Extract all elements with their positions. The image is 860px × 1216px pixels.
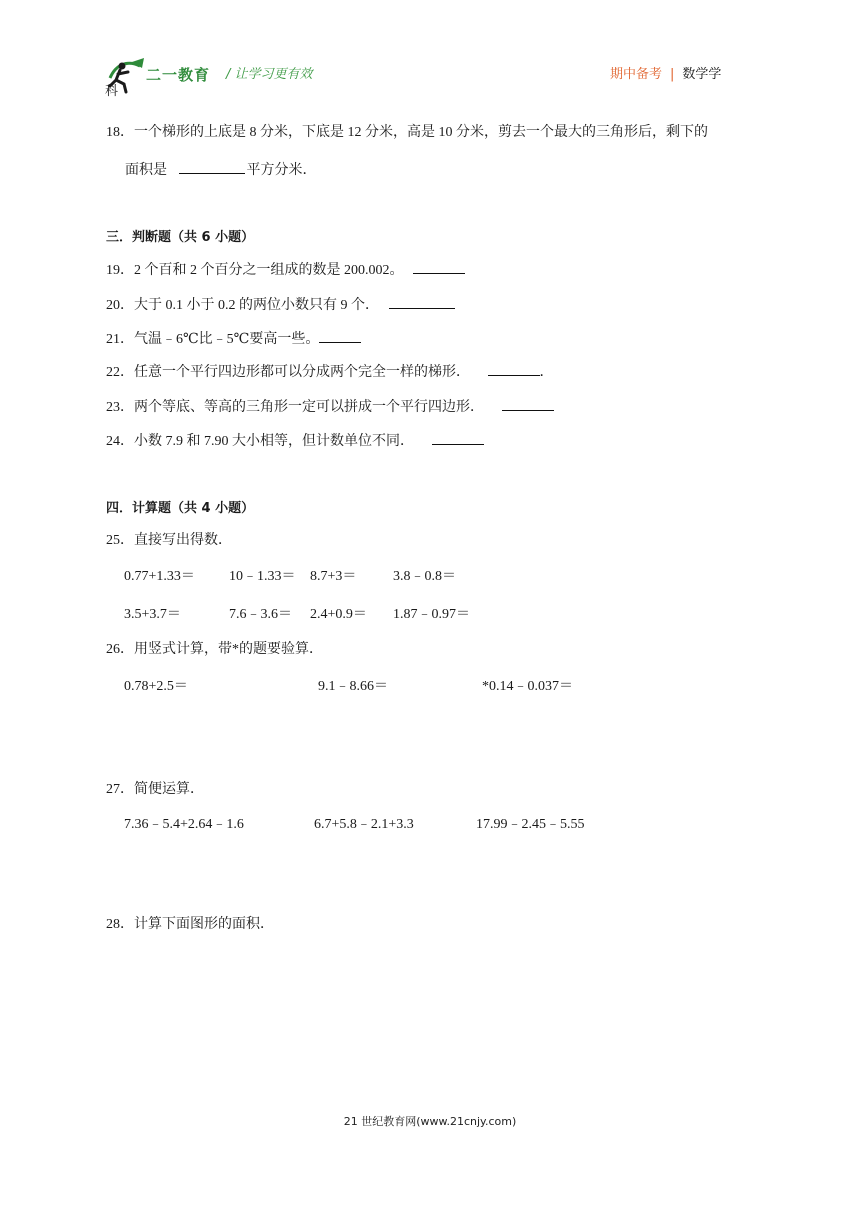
question-text: 22．任意一个平行四边形都可以分成两个完全一样的梯形． [106, 365, 470, 380]
question-text: 19．2 个百和 2 个百分之一组成的数是 200.002。 [106, 263, 404, 278]
question-25-title: 25．直接写出得数． [106, 533, 232, 548]
question-18-text-b: 平方分米． [246, 163, 317, 178]
section-4-heading: 四．计算题（共 4 小题） [106, 501, 255, 516]
calc-item: 3.8﹣0.8＝ [393, 569, 456, 584]
stray-character: 科 [105, 83, 119, 98]
answer-blank[interactable] [319, 328, 361, 343]
answer-blank[interactable] [389, 294, 455, 309]
simplify-item: 6.7+5.8﹣2.1+3.3 [314, 817, 414, 832]
question-text: 20．大于 0.1 小于 0.2 的两位小数只有 9 个． [106, 298, 379, 313]
judge-question-23 [106, 396, 554, 418]
footer-source: 21 世纪教育网(www.21cnjy.com) [343, 1115, 517, 1128]
question-18-line1: 18．一个梯形的上底是 8 分米，下底是 12 分米，高是 10 分米，剪去一个最大的三角形后，剩下的 [106, 125, 708, 140]
slogan: / 让学习更有效 [226, 67, 313, 82]
vertical-calc-item: *0.14﹣0.037＝ [482, 679, 573, 694]
answer-blank[interactable] [432, 430, 484, 445]
logo-text: 二一教育 [146, 66, 211, 84]
answer-blank[interactable] [179, 159, 245, 174]
calc-item: 7.6﹣3.6＝ [229, 607, 292, 622]
calc-item: 2.4+0.9＝ [310, 607, 367, 622]
question-text: 21．气温﹣6℃比﹣5℃要高一些。 [106, 332, 320, 347]
question-28-title: 28．计算下面图形的面积． [106, 917, 274, 932]
section-3-heading: 三．判断题（共 6 小题） [106, 230, 255, 245]
calc-item: 3.5+3.7＝ [124, 607, 181, 622]
question-18-line2 [125, 159, 317, 181]
calc-item: 1.87﹣0.97＝ [393, 607, 470, 622]
calc-item: 8.7+3＝ [310, 569, 357, 584]
answer-blank[interactable] [413, 259, 465, 274]
calc-item: 10﹣1.33＝ [229, 569, 296, 584]
question-text: 24．小数 7.9 和 7.90 大小相等，但计数单位不同． [106, 434, 414, 449]
judge-question-22 [106, 361, 554, 383]
calc-item: 0.77+1.33＝ [124, 569, 195, 584]
judge-question-19 [106, 259, 465, 281]
vertical-calc-item: 9.1﹣8.66＝ [318, 679, 388, 694]
question-18-text-a: 面积是 [125, 163, 167, 178]
header-right [610, 63, 721, 82]
vertical-calc-item: 0.78+2.5＝ [124, 679, 188, 694]
header-separator: | [670, 67, 675, 82]
question-26-title: 26．用竖式计算，带*的题要验算． [106, 642, 323, 657]
subject-label: 数学学 [682, 67, 722, 82]
exam-label: 期中备考 [610, 67, 663, 82]
judge-question-21 [106, 328, 361, 350]
question-tail: ． [539, 365, 554, 380]
judge-question-24 [106, 430, 484, 452]
judge-question-20 [106, 294, 455, 316]
simplify-item: 17.99﹣2.45﹣5.55 [476, 817, 585, 832]
question-27-title: 27．简便运算． [106, 782, 204, 797]
answer-blank[interactable] [488, 361, 540, 376]
simplify-item: 7.36﹣5.4+2.64﹣1.6 [124, 817, 244, 832]
answer-blank[interactable] [502, 396, 554, 411]
question-text: 23．两个等底、等高的三角形一定可以拼成一个平行四边形． [106, 400, 484, 415]
